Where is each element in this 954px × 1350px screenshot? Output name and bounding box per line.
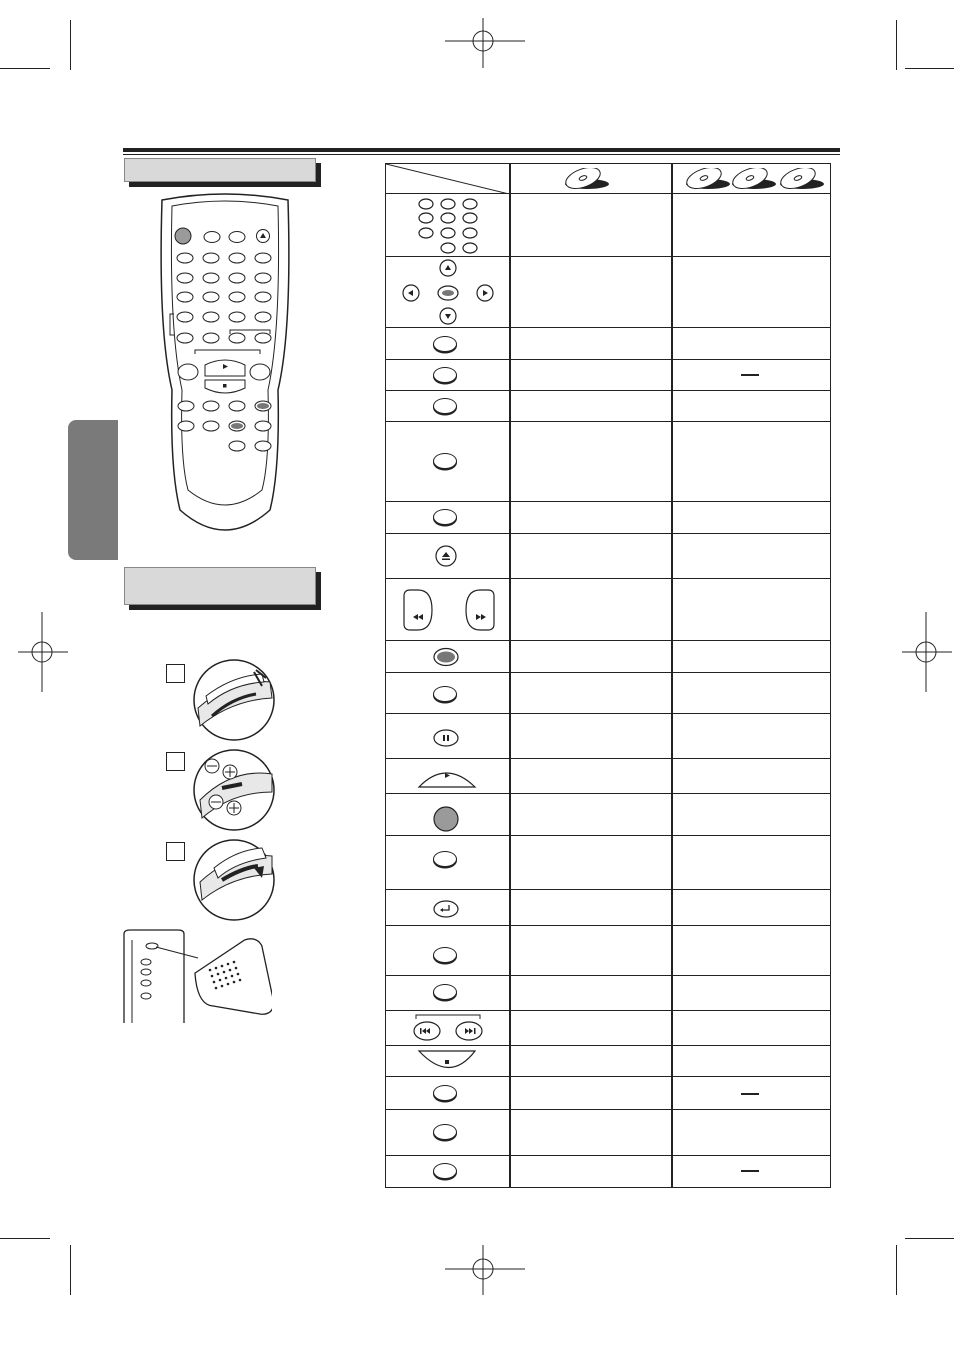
battery-step-1-marker — [166, 664, 185, 683]
pause-button-icon[interactable] — [432, 728, 460, 748]
battery-step-1-illustration — [192, 658, 276, 742]
table-oval-button-3[interactable] — [433, 336, 457, 352]
return-button-icon[interactable] — [432, 899, 460, 919]
table-oval-button-4[interactable] — [433, 367, 457, 383]
table-oval-button-15[interactable] — [433, 851, 457, 867]
button-function-table — [385, 163, 831, 1188]
dvd-disc-icon-2 — [728, 168, 778, 190]
battery-step-2-illustration — [192, 748, 276, 832]
registration-mark-right — [902, 612, 952, 692]
not-available-dash — [741, 1170, 759, 1172]
dvd-disc-icon-1 — [682, 168, 732, 190]
open-close-button-icon[interactable] — [434, 544, 458, 568]
dvd-disc-icon-3 — [776, 168, 826, 190]
number-buttons-icon[interactable] — [414, 196, 482, 254]
player-and-remote-illustration — [122, 928, 272, 1023]
battery-step-3-marker — [166, 842, 185, 861]
side-tab — [68, 420, 118, 560]
not-available-dash — [741, 374, 759, 376]
registration-mark-bottom — [445, 1245, 525, 1295]
arrow-buttons-icon[interactable] — [398, 259, 498, 325]
table-oval-button-7[interactable] — [433, 509, 457, 525]
remote-control-illustration — [150, 190, 300, 550]
power-button-icon[interactable] — [432, 805, 460, 833]
header-rule — [123, 148, 840, 152]
table-oval-button-17[interactable] — [433, 947, 457, 963]
table-oval-button-23[interactable] — [433, 1163, 457, 1179]
table-oval-button-21[interactable] — [433, 1085, 457, 1101]
battery-section-title — [124, 567, 316, 605]
remote-section-title — [124, 158, 316, 182]
table-oval-button-18[interactable] — [433, 984, 457, 1000]
battery-step-2-marker — [166, 752, 185, 771]
skip-buttons-icon[interactable] — [410, 1013, 486, 1043]
table-oval-button-6[interactable] — [433, 453, 457, 469]
header-diagonal — [386, 164, 510, 194]
registration-mark-left — [18, 612, 68, 692]
stop-button-icon[interactable] — [416, 1048, 478, 1074]
play-button-icon[interactable] — [416, 761, 478, 791]
rewind-forward-buttons-icon[interactable] — [396, 588, 502, 632]
enter-button-icon[interactable] — [432, 647, 460, 667]
battery-step-3-illustration — [192, 838, 276, 922]
table-oval-button-22[interactable] — [433, 1124, 457, 1140]
not-available-dash — [741, 1093, 759, 1095]
registration-mark-top — [445, 18, 525, 68]
vcd-disc-icon — [561, 168, 611, 190]
table-oval-button-5[interactable] — [433, 398, 457, 414]
table-oval-button-11[interactable] — [433, 686, 457, 702]
header-rule-thin — [123, 154, 840, 155]
